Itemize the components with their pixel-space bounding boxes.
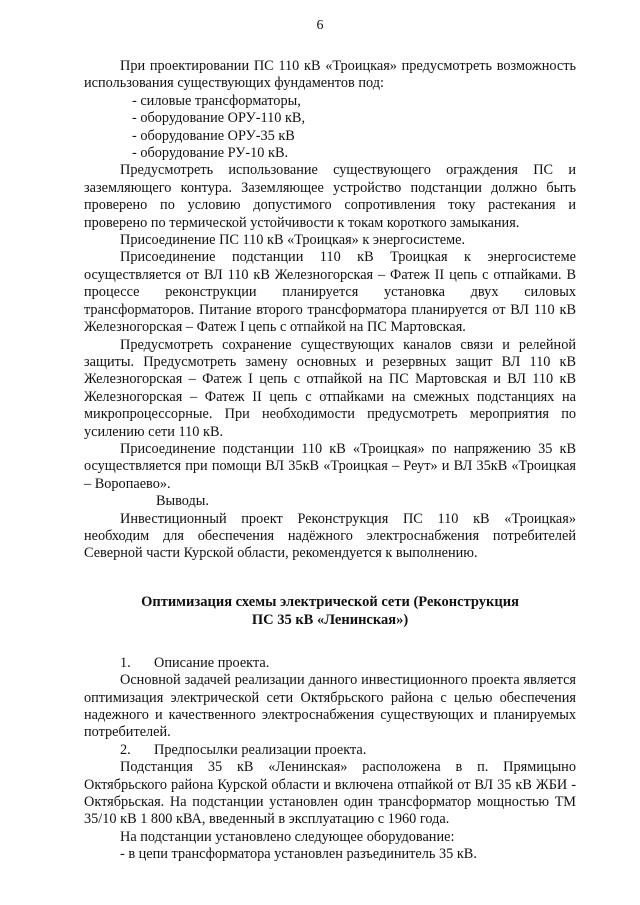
item-label: Предпосылки реализации проекта. [154, 741, 367, 758]
list-item: - оборудование ОРУ-35 кВ [132, 127, 295, 144]
item-number: 2. [120, 741, 131, 758]
list-item: - силовые трансформаторы, [132, 92, 301, 109]
paragraph-substation: Подстанция 35 кВ «Ленинская» расположена в п. Прямицыно Октябрьского района Курской области и включена отпайкой от ВЛ 35 кВ ЖБИ - Октябрьская. На подстанции установлен один трансформатор мощностью ТМ 35/10 кВ 1 800 кВА, введенный в эксплуатацию с 1960 года. [84, 759, 576, 828]
paragraph-35kv: Присоединение подстанции 110 кВ «Троицкая» по напряжению 35 кВ осуществляется при помощи ВЛ 35кВ «Троицкая – Реут» и ВЛ 35кВ «Троицкая – Воропаево». [84, 440, 576, 492]
foundations-list [84, 93, 576, 163]
paragraph-equipment-intro: На подстанции установлено следующее оборудование: [120, 828, 455, 845]
page-number: 6 [316, 18, 324, 33]
paragraph-connection-title: Присоединение ПС 110 кВ «Троицкая» к энергосистеме. [120, 232, 466, 249]
numbered-item-1 [84, 655, 576, 672]
paragraph-connection: Присоединение подстанции 110 кВ Троицкая к энергосистеме осуществляется от ВЛ 110 кВ Железногорская – Фатеж II цепь с отпайками. В процессе реконструкции планируется установка двух силовых трансформаторов. Питание второго трансформатора планируется от ВЛ 110 кВ Железногорская – Фатеж I цепь с отпайкой на ПС Мартовская. [84, 249, 576, 336]
paragraph-foundations-intro: При проектировании ПС 110 кВ «Троицкая» предусмотреть возможность использования существующих фундаментов под: [84, 58, 576, 92]
section-heading [84, 593, 576, 629]
item-label: Описание проекта. [154, 654, 270, 671]
paragraph-conclusion: Инвестиционный проект Реконструкция ПС 110 кВ «Троицкая» необходим для обеспечения надёжного электроснабжения потребителей Северной части Курской области, рекомендуется к выполнению. [84, 510, 576, 562]
paragraph-equipment-item: - в цепи трансформатора установлен разъединитель 35 кВ. [120, 846, 477, 863]
paragraph-fence: Предусмотреть использование существующего ограждения ПС и заземляющего контура. Заземляющее устройство подстанции должно быть проверено по условию допустимого сопротивления току растекания и проверено по термической устойчивости к токам короткого замыкания. [84, 162, 576, 231]
list-item: - оборудование ОРУ-110 кВ, [132, 110, 306, 127]
numbered-item-2 [84, 742, 576, 759]
section-heading-line1: Оптимизация схемы электрической сети (Реконструкция [141, 593, 519, 610]
list-item: - оборудование РУ-10 кВ. [132, 145, 289, 162]
paragraph-goal: Основной задачей реализации данного инвестиционного проекта является оптимизация электрической сети Октябрьского района с целью обеспечения надежного и качественного электроснабжения существующих и планируемых потребителей. [84, 672, 576, 741]
section-heading-line2: ПС 35 кВ «Ленинская») [251, 611, 409, 628]
item-number: 1. [120, 654, 131, 671]
document-body [84, 58, 576, 864]
paragraph-protection: Предусмотреть сохранение существующих каналов связи и релейной защиты. Предусмотреть замену основных и резервных защит ВЛ 110 кВ Железногорская – Фатеж I цепь с отпайкой на ПС Мартовская и ВЛ 110 кВ Железногорская – Фатеж II цепь с отпайками на смежных подстанциях на микропроцессорные. При необходимости предусмотреть мероприятия по усилению сети 110 кВ. [84, 336, 576, 440]
conclusions-label: Выводы. [156, 493, 209, 510]
